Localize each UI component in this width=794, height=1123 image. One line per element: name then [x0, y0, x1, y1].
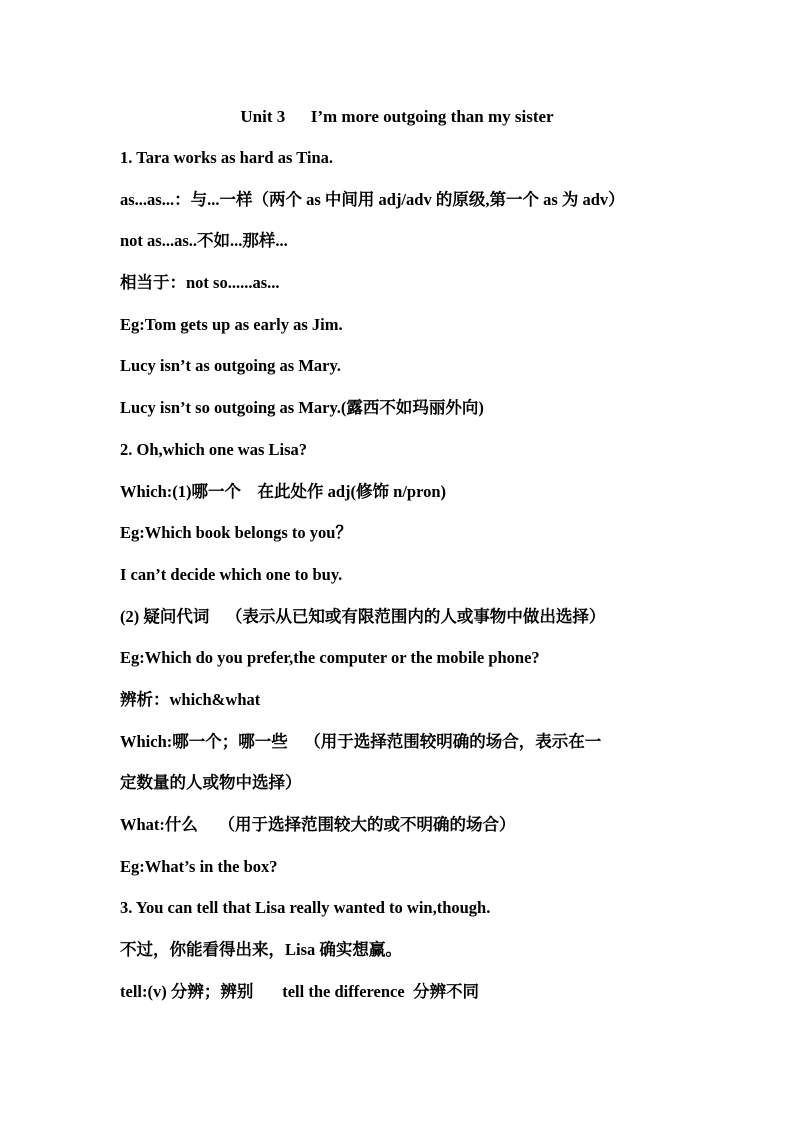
text-line: Eg:What’s in the box?	[120, 856, 278, 876]
text-line: 相当于：not so......as...	[120, 273, 280, 293]
text-line: Eg:Which do you prefer,the computer or the mobile phone?	[120, 648, 540, 668]
document-body	[120, 147, 690, 1022]
text-line: Eg:Which book belongs to you？	[120, 523, 352, 543]
text-line: Lucy isn’t so outgoing as Mary.(露西不如玛丽外向)	[120, 398, 484, 418]
text-line: What:什么 （用于选择范围较大的或不明确的场合）	[120, 815, 516, 834]
document-title: Unit 3 I’m more outgoing than my sister	[240, 107, 554, 126]
text-line: 2. Oh,which one was Lisa?	[120, 439, 308, 459]
text-line: Eg:Tom gets up as early as Jim.	[120, 314, 343, 334]
text-line: Lucy isn’t as outgoing as Mary.	[120, 356, 341, 376]
text-line: I can’t decide which one to buy.	[120, 564, 343, 584]
text-line: 3. You can tell that Lisa really wanted to win,though.	[120, 898, 491, 918]
text-line: 1. Tara works as hard as Tina.	[120, 148, 334, 167]
text-line: (2) 疑问代词 （表示从已知或有限范围内的人或事物中做出选择）	[120, 606, 606, 626]
text-line: tell:(v) 分辨；辨别 tell the difference 分辨不同	[120, 981, 479, 1001]
text-line: Which:哪一个；哪一些 （用于选择范围较明确的场合，表示在一	[120, 731, 602, 751]
text-line: Which:(1)哪一个 在此处作 adj(修饰 n/pron)	[120, 481, 447, 501]
text-line: 辨析：which&what	[120, 689, 261, 709]
text-line: as...as...：与...一样（两个 as 中间用 adj/adv 的原级,第一个 as 为 adv）	[120, 189, 625, 209]
text-line: not as...as..不如...那样...	[120, 231, 288, 251]
text-line: 定数量的人或物中选择）	[120, 773, 302, 793]
text-line: 不过，你能看得出来，Lisa 确实想赢。	[120, 940, 402, 960]
